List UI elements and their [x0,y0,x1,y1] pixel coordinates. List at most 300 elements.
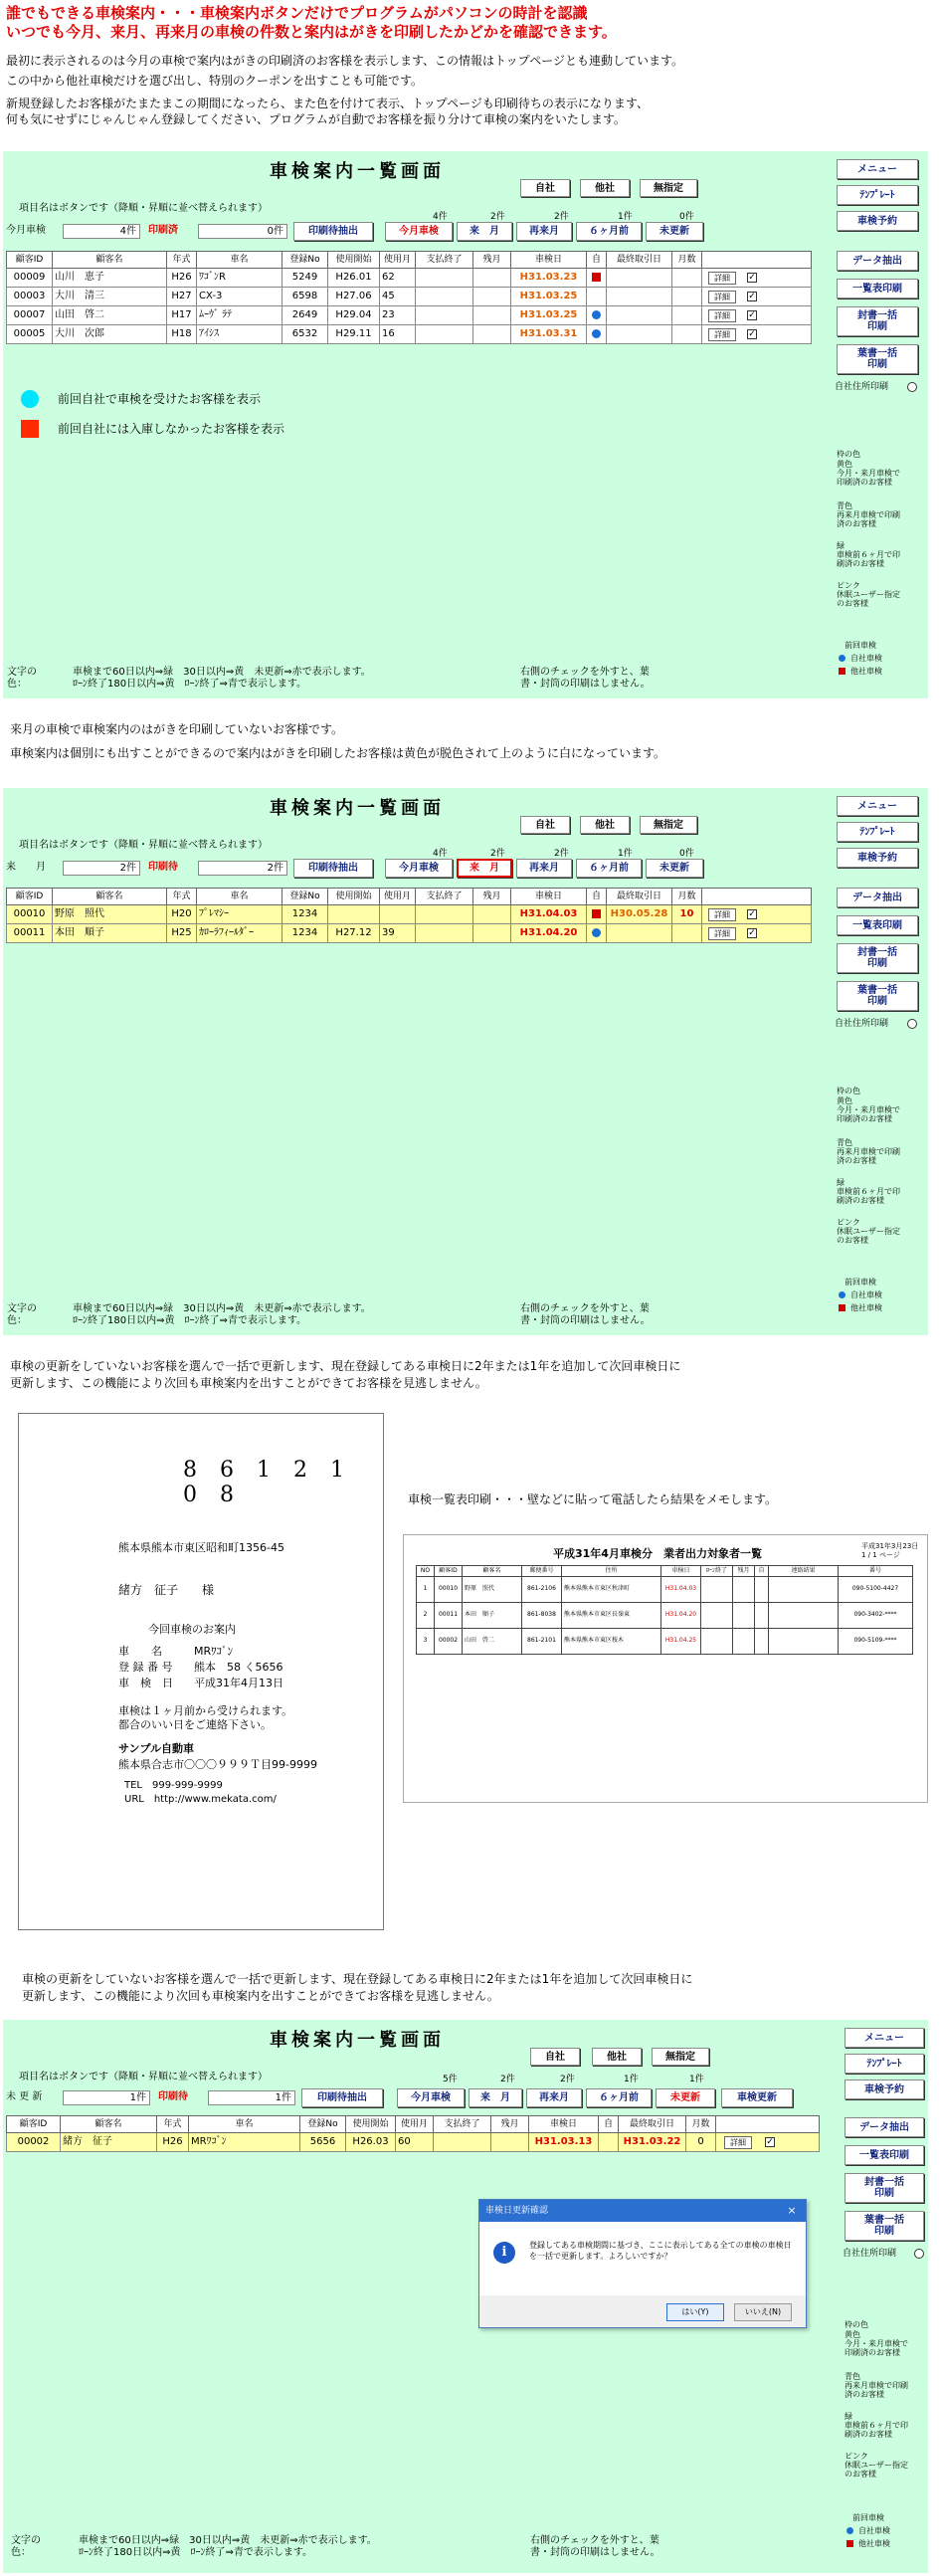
print-status-label: 印刷待 [148,862,178,873]
col-start[interactable]: 使用開始 [328,252,380,268]
own-shop-dot-icon [839,1291,846,1298]
list-col-date: 車検日 [661,1566,701,1576]
cell-check [742,269,762,287]
section3-paragraph-2: 更新します、この機能により次回も車検案内を出すことができてお客様を見逃しません。 [10,1376,487,1390]
cell-name: 大川 次郎 [53,325,167,343]
tab-unupdated[interactable]: 未更新 [656,2088,715,2107]
legend-own-label: 自社車検 [858,2526,890,2535]
col-inspection-date[interactable]: 車検日 [529,2116,599,2132]
other-filter-button[interactable]: 他社 [580,816,630,834]
footer-text-3: 右側のチェックを外すと、葉 書・封筒の印刷はしません。 [520,667,651,690]
legend-other-label: 他社車検 [850,1303,882,1312]
other-filter-button[interactable]: 他社 [592,2048,642,2066]
sort-note: 項目名はボタンです（降順・昇順に並べ替えられます） [19,203,268,214]
table-row[interactable] [6,325,812,344]
menu-button[interactable]: メニュー [837,159,918,179]
cell-months: 16 [380,325,416,343]
list-col-remain: 残月 [733,1566,755,1576]
footer-text-1: 車検まで60日以内⇒緑 30日以内⇒黄 未更新⇒赤で表示します。 [79,2535,377,2546]
intro-paragraph-3: 新規登録したお客様がたまたまこの期間になったら、また色を付けて表示、トップページも印刷待ちの表示になります、 [6,97,649,110]
template-button[interactable]: ﾃﾝﾌﾟﾚｰﾄ [837,822,918,842]
vehicle-inspection-window-2 [3,788,928,1335]
tab-six-months[interactable]: ６ヶ月前 [576,859,642,878]
cell-date: H31.03.13 [529,2133,599,2151]
col-year[interactable]: 年式 [167,252,197,268]
footer-label: 文字の 色： [7,1303,37,1326]
table-row[interactable] [6,306,812,325]
list-cell [755,1577,769,1602]
address-print-label: 自社住所印刷 [843,2249,897,2259]
col-remaining[interactable]: 残月 [491,2116,529,2132]
cell-car: CX-3 [197,288,282,305]
col-year[interactable]: 年式 [167,889,197,904]
cell-reg: 5656 [300,2133,346,2151]
data-extract-button[interactable]: データ抽出 [837,251,918,271]
count-after-next: 2件 [554,212,569,222]
cell-remaining [473,905,511,923]
col-own[interactable]: 自 [587,889,607,904]
red-square-icon [21,420,39,438]
postcard-date: 平成31年4月13日 [194,1677,283,1689]
other-shop-square-icon [846,2540,853,2547]
detail-button[interactable]: 詳細 [708,309,736,322]
col-inspection-date[interactable]: 車検日 [511,252,587,268]
postcard-url: URL http://www.mekata.com/ [124,1794,277,1805]
cell-own [587,325,607,343]
reserve-button[interactable]: 車検予約 [837,211,918,231]
table-header [6,888,812,905]
list-cell: 1 [417,1577,435,1602]
sort-note: 項目名はボタンです（降順・昇順に並べ替えられます） [19,840,268,851]
tab-unupdated[interactable]: 未更新 [646,222,703,241]
table-header [6,2115,820,2133]
cell-date: H31.03.31 [511,325,587,343]
tab-after-next-month[interactable]: 再来月 [516,859,572,878]
col-start[interactable]: 使用開始 [346,2116,396,2132]
postcard-date-label: 車 検 日 [118,1677,173,1689]
list-cell: H31.04.25 [661,1629,701,1654]
postcard-print-button[interactable]: 葉書一括 印刷 [845,2211,924,2241]
cell-remaining [473,306,511,324]
footer-label: 文字の 色： [7,667,37,690]
other-filter-button[interactable]: 他社 [580,179,630,197]
legend-prev-label: 前回車検 [845,641,876,650]
tab-unupdated[interactable]: 未更新 [646,859,703,878]
print-wait-extract-button[interactable]: 印刷待抽出 [301,2088,383,2107]
table-row[interactable] [6,924,812,943]
cell-detail [716,2133,760,2151]
cell-mcount [672,306,702,324]
period-count-field: 4件 [63,224,140,239]
legend-blue: 青色 再来月車検で印刷 済のお客様 [837,501,900,528]
own-filter-button[interactable]: 自社 [530,2048,580,2066]
list-print-caption: 車検一覧表印刷・・・壁などに貼って電話したら結果をメモします。 [408,1492,778,1506]
cell-pay-end [416,924,473,942]
cell-pay-end [416,269,473,287]
count-six-months: 1件 [624,2075,639,2084]
unspecified-filter-button[interactable]: 無指定 [640,816,697,834]
legend-prev-label: 前回車検 [845,1278,876,1287]
cell-start: H27.06 [328,288,380,305]
address-print-label: 自社住所印刷 [835,382,889,392]
cell-detail [702,306,742,324]
cell-detail [702,924,742,942]
list-row [416,1577,913,1603]
print-wait-extract-button[interactable]: 印刷待抽出 [293,859,373,878]
period-count-field: 1件 [63,2090,150,2105]
col-month-count[interactable]: 月数 [686,2116,716,2132]
legend-green: 緑 車検前６ヶ月で印 刷済のお客様 [837,1178,900,1205]
footer-text-3: 右側のチェックを外すと、葉 書・封筒の印刷はしません。 [520,1303,651,1326]
list-row [416,1629,913,1655]
list-col-zip: 郵便番号 [522,1566,562,1576]
cell-date: H31.04.03 [511,905,587,923]
cell-start: H26.03 [346,2133,396,2151]
print-checkbox[interactable]: ✓ [748,909,756,919]
cell-reg: 2649 [282,306,328,324]
cell-id: 00005 [7,325,53,343]
section4-paragraph-1: 車検の更新をしていないお客様を選んで一括で更新します、現在登録してある車検日に2年または1年を追加して次回車検日に [22,1972,693,1986]
postcard-print-button[interactable]: 葉書一括 印刷 [837,344,918,374]
cell-last: H31.03.22 [619,2133,686,2151]
postcard-print-button[interactable]: 葉書一括 印刷 [837,981,918,1011]
print-checkbox[interactable]: ✓ [766,2137,774,2147]
footer-text-2: ﾛｰﾝ終了180日以内⇒黄 ﾛｰﾝ終了⇒青で表示します。 [73,679,307,690]
col-year[interactable]: 年式 [157,2116,189,2132]
template-button[interactable]: ﾃﾝﾌﾟﾚｰﾄ [845,2054,924,2074]
list-date: 平成31年3月23日 [861,1542,919,1550]
cell-detail [702,288,742,305]
list-cell [769,1603,839,1628]
detail-button[interactable]: 詳細 [708,908,736,921]
envelope-print-button[interactable]: 封書一括 印刷 [837,943,918,973]
cell-year: H27 [167,288,197,305]
address-print-radio[interactable] [907,382,917,392]
col-customer-name[interactable]: 顧客名 [53,252,167,268]
dialog-message: 登録してある車検期間に基づき、ここに表示してある全ての車検の車検日を一括で更新します。よろしいですか？ [529,2241,792,2261]
col-last-deal[interactable]: 最終取引日 [607,889,672,904]
col-car-name[interactable]: 車名 [197,252,282,268]
list-cell [733,1629,755,1654]
col-last-deal[interactable]: 最終取引日 [619,2116,686,2132]
menu-button[interactable]: メニュー [837,796,918,816]
reserve-button[interactable]: 車検予約 [837,848,918,868]
window-title: 車検案内一覧画面 [270,161,445,182]
count-after-next: 2件 [560,2075,575,2084]
legend-yellow: 黄色 今月・来月車検で 印刷済のお客様 [837,1096,900,1123]
cell-year: H26 [167,269,197,287]
list-cell: 861-8038 [522,1603,562,1628]
col-customer-id[interactable]: 顧客ID [7,252,53,268]
tab-after-next-month[interactable]: 再来月 [516,222,572,241]
count-unupdated: 0件 [679,212,694,222]
tab-next-month[interactable]: 来 月 [457,859,512,878]
cell-check [742,288,762,305]
col-customer-name[interactable]: 顧客名 [61,2116,157,2132]
cell-pay-end [416,325,473,343]
col-start[interactable]: 使用開始 [328,889,380,904]
cell-car: ｶﾛｰﾗﾌｨｰﾙﾀﾞｰ [197,924,282,942]
period-label: 来 月 [6,862,46,873]
list-cell [733,1577,755,1602]
postcard-shop: サンプル自動車 [118,1742,195,1755]
col-customer-id[interactable]: 顧客ID [7,889,53,904]
cell-car: ﾑｰｳﾞ ﾗﾃ [197,306,282,324]
list-cell: 本田 順子 [463,1603,522,1628]
count-six-months: 1件 [618,212,633,222]
list-cell: 熊本県熊本市東区桜木 [562,1629,661,1654]
envelope-print-button[interactable]: 封書一括 印刷 [845,2173,924,2203]
col-car-name[interactable]: 車名 [197,889,282,904]
list-cell: 00011 [435,1603,463,1628]
section2-paragraph-2: 車検案内は個別にも出すことができるので案内はがきを印刷したお客様は黄色が脱色されて上のように白になっています。 [10,746,666,760]
print-status-label: 印刷済 [148,225,178,236]
col-own[interactable]: 自 [599,2116,619,2132]
cell-check [742,306,762,324]
intro-title-2: いつでも今月、来月、再来月の車検の件数と案内はがきを印刷したかどかを確認できます。 [6,23,617,41]
update-confirm-dialog [478,2199,807,2328]
cell-start: H26.01 [328,269,380,287]
legend-pink: ピンク 休眠ユーザー指定 のお客様 [837,1218,900,1245]
dialog-close-icon[interactable]: × [787,2204,797,2217]
list-print-button[interactable]: 一覧表印刷 [845,2145,924,2165]
section4-paragraph-2: 更新します、この機能により次回も車検案内を出すことができてお客様を見逃しません。 [22,1989,499,2003]
cell-last [607,325,672,343]
cell-last [607,269,672,287]
postcard-reg: 熊本 58 く5656 [194,1661,283,1674]
list-print-button[interactable]: 一覧表印刷 [837,915,918,935]
cell-remaining [473,269,511,287]
menu-button[interactable]: メニュー [845,2028,924,2048]
detail-button[interactable]: 詳細 [708,291,736,303]
own-shop-mark-icon [592,928,601,937]
postcard-zip: 8 6 1 2 1 0 8 [183,1458,352,1507]
cell-name: 本田 順子 [53,924,167,942]
cell-car: ﾌﾟﾚﾏｼｰ [197,905,282,923]
col-pay-end[interactable]: 支払終了 [434,2116,491,2132]
legend-frame-title: 枠の色 [837,1087,860,1095]
list-cell: 861-2101 [522,1629,562,1654]
legend-frame-title: 枠の色 [837,450,860,459]
legend-pink: ピンク 休眠ユーザー指定 のお客様 [845,2452,908,2478]
tab-six-months[interactable]: ６ヶ月前 [586,2088,652,2107]
dialog-no-button[interactable]: いいえ(N) [734,2303,792,2321]
postcard-tel: TEL 999-999-9999 [124,1780,223,1791]
col-months-used[interactable]: 使用月 [380,252,416,268]
count-unupdated: 0件 [679,849,694,859]
count-six-months: 1件 [618,849,633,859]
tab-this-month[interactable]: 今月車検 [385,222,453,241]
sort-note: 項目名はボタンです（降順・昇順に並べ替えられます） [19,2072,268,2082]
cell-date: H31.03.25 [511,288,587,305]
window-title: 車検案内一覧画面 [270,2030,445,2051]
section2-paragraph-1: 来月の車検で車検案内のはがきを印刷していないお客様です。 [10,722,344,736]
col-remaining[interactable]: 残月 [473,252,511,268]
own-shop-dot-icon [839,655,846,662]
tab-this-month[interactable]: 今月車検 [397,2088,465,2107]
address-print-radio[interactable] [907,1019,917,1029]
print-checkbox[interactable]: ✓ [748,310,756,320]
address-print-label: 自社住所印刷 [835,1019,889,1029]
col-customer-id[interactable]: 顧客ID [7,2116,61,2132]
tab-next-month[interactable]: 来 月 [457,222,512,241]
print-checkbox[interactable]: ✓ [748,292,756,301]
col-pay-end[interactable]: 支払終了 [416,889,473,904]
list-cell: H31.04.20 [661,1603,701,1628]
table-row[interactable] [6,905,812,924]
reserve-button[interactable]: 車検予約 [845,2080,924,2099]
legend-blue: 青色 再来月車検で印刷 済のお客様 [837,1138,900,1165]
list-cell [701,1603,733,1628]
address-print-radio[interactable] [914,2249,924,2259]
cell-remaining [473,325,511,343]
cell-year: H18 [167,325,197,343]
postcard-note-2: 都合のいい日をご連絡下さい。 [118,1718,272,1731]
col-reg-no[interactable]: 登録No [282,889,328,904]
col-month-count[interactable]: 月数 [672,252,702,268]
list-cell: 熊本県熊本市東区長嶺東 [562,1603,661,1628]
col-month-count[interactable]: 月数 [672,889,702,904]
list-cell: 090-5100-4427 [851,1585,899,1592]
footer-text-2: ﾛｰﾝ終了180日以内⇒黄 ﾛｰﾝ終了⇒青で表示します。 [73,1315,307,1326]
own-filter-button[interactable]: 自社 [520,816,570,834]
list-cell: 野原 照代 [463,1577,522,1602]
period-label: 未 更 新 [6,2091,43,2102]
cell-year: H17 [167,306,197,324]
list-print-preview [403,1534,928,1803]
cell-name: 緒方 征子 [61,2133,157,2151]
col-pay-end[interactable]: 支払終了 [416,252,473,268]
envelope-print-button[interactable]: 封書一括 印刷 [837,306,918,336]
tab-after-next-month[interactable]: 再来月 [526,2088,582,2107]
col-remaining[interactable]: 残月 [473,889,511,904]
tab-this-month[interactable]: 今月車検 [385,859,453,878]
inspection-update-button[interactable]: 車検更新 [721,2088,793,2107]
cell-reg: 1234 [282,905,328,923]
unspecified-filter-button[interactable]: 無指定 [640,179,697,197]
postcard-address: 熊本県熊本市東区昭和町1356-45 [118,1541,284,1554]
list-col-loan: ﾛｰﾝ終了 [701,1566,733,1576]
section3-paragraph-1: 車検の更新をしていないお客様を選んで一括で更新します、現在登録してある車検日に2年または1年を追加して次回車検日に [10,1359,681,1373]
cell-own [587,924,607,942]
unspecified-filter-button[interactable]: 無指定 [652,2048,709,2066]
cell-date: H31.03.25 [511,306,587,324]
dialog-title: 車検日更新確認 [479,2200,806,2222]
count-next-month: 2件 [500,2075,515,2084]
cell-reg: 1234 [282,924,328,942]
cell-pay-end [416,905,473,923]
footer-text-3: 右側のチェックを外すと、葉 書・封筒の印刷はしません。 [530,2535,660,2558]
detail-button[interactable]: 詳細 [708,927,736,940]
cell-car: ｱｲｼｽ [197,325,282,343]
cell-mcount [672,325,702,343]
col-months-used[interactable]: 使用月 [396,2116,434,2132]
count-next-month: 2件 [490,849,505,859]
col-own[interactable]: 自 [587,252,607,268]
data-extract-button[interactable]: データ抽出 [837,888,918,907]
count-this-month: 4件 [433,212,448,222]
list-header [416,1565,913,1577]
cell-start: H27.12 [328,924,380,942]
table-row[interactable] [6,288,812,306]
cell-own [599,2133,619,2151]
count-unupdated: 1件 [689,2075,704,2084]
cell-mcount: 10 [672,905,702,923]
col-car-name[interactable]: 車名 [189,2116,300,2132]
cell-date: H31.04.20 [511,924,587,942]
period-label: 今月車検 [6,225,46,236]
cell-year: H20 [167,905,197,923]
list-cell [755,1629,769,1654]
own-shop-mark-icon [592,310,601,319]
list-cell: 3 [417,1629,435,1654]
tab-six-months[interactable]: ６ヶ月前 [576,222,642,241]
postcard-car: MRﾜｺﾞﾝ [194,1645,234,1658]
tab-next-month[interactable]: 来 月 [469,2088,522,2107]
count-next-month: 2件 [490,212,505,222]
other-shop-square-icon [839,668,846,675]
col-reg-no[interactable]: 登録No [282,252,328,268]
col-reg-no[interactable]: 登録No [300,2116,346,2132]
list-cell: 山田 啓二 [463,1629,522,1654]
print-checkbox[interactable]: ✓ [748,273,756,283]
col-customer-name[interactable]: 顧客名 [53,889,167,904]
list-cell: H31.04.03 [661,1577,701,1602]
list-row [416,1603,913,1629]
cell-id: 00002 [7,2133,61,2151]
cell-pay-end [434,2133,491,2151]
print-checkbox[interactable]: ✓ [748,329,756,339]
cell-pay-end [416,288,473,305]
list-cell [701,1577,733,1602]
cell-reg: 6598 [282,288,328,305]
intro-paragraph-2: この中から他社車検だけを選び出し、特別のクーポンを出すことも可能です。 [6,74,424,88]
list-cell [755,1603,769,1628]
print-checkbox[interactable]: ✓ [748,928,756,938]
detail-button[interactable]: 詳細 [708,272,736,285]
dialog-yes-button[interactable]: はい(Y) [666,2303,724,2321]
col-months-used[interactable]: 使用月 [380,889,416,904]
cell-own [587,288,607,305]
cell-last [607,288,672,305]
cell-name: 野原 照代 [53,905,167,923]
list-col-result: 連絡結果 [769,1566,839,1576]
col-last-deal[interactable]: 最終取引日 [607,252,672,268]
cell-remaining [473,924,511,942]
cell-year: H25 [167,924,197,942]
intro-paragraph-1: 最初に表示されるのは今月の車検で案内はがきの印刷済のお客様を表示します、この情報はトップページとも連動しています。 [6,54,684,68]
detail-button[interactable]: 詳細 [708,328,736,341]
own-shop-mark-icon [592,329,601,338]
list-print-button[interactable]: 一覧表印刷 [837,279,918,298]
cell-start: H29.04 [328,306,380,324]
list-cell [701,1629,733,1654]
cell-check [742,924,762,942]
table-header [6,251,812,269]
postcard-note-1: 車検は１ヶ月前から受けられます。 [118,1704,293,1717]
print-wait-extract-button[interactable]: 印刷待抽出 [293,222,373,241]
table-row[interactable] [6,2133,820,2152]
detail-button[interactable]: 詳細 [724,2136,752,2149]
cell-months: 23 [380,306,416,324]
cell-name: 山川 恵子 [53,269,167,287]
col-inspection-date[interactable]: 車検日 [511,889,587,904]
template-button[interactable]: ﾃﾝﾌﾟﾚｰﾄ [837,185,918,205]
postcard-car-label: 車 名 [118,1645,162,1658]
data-extract-button[interactable]: データ抽出 [845,2117,924,2137]
table-row[interactable] [6,269,812,288]
own-filter-button[interactable]: 自社 [520,179,570,197]
